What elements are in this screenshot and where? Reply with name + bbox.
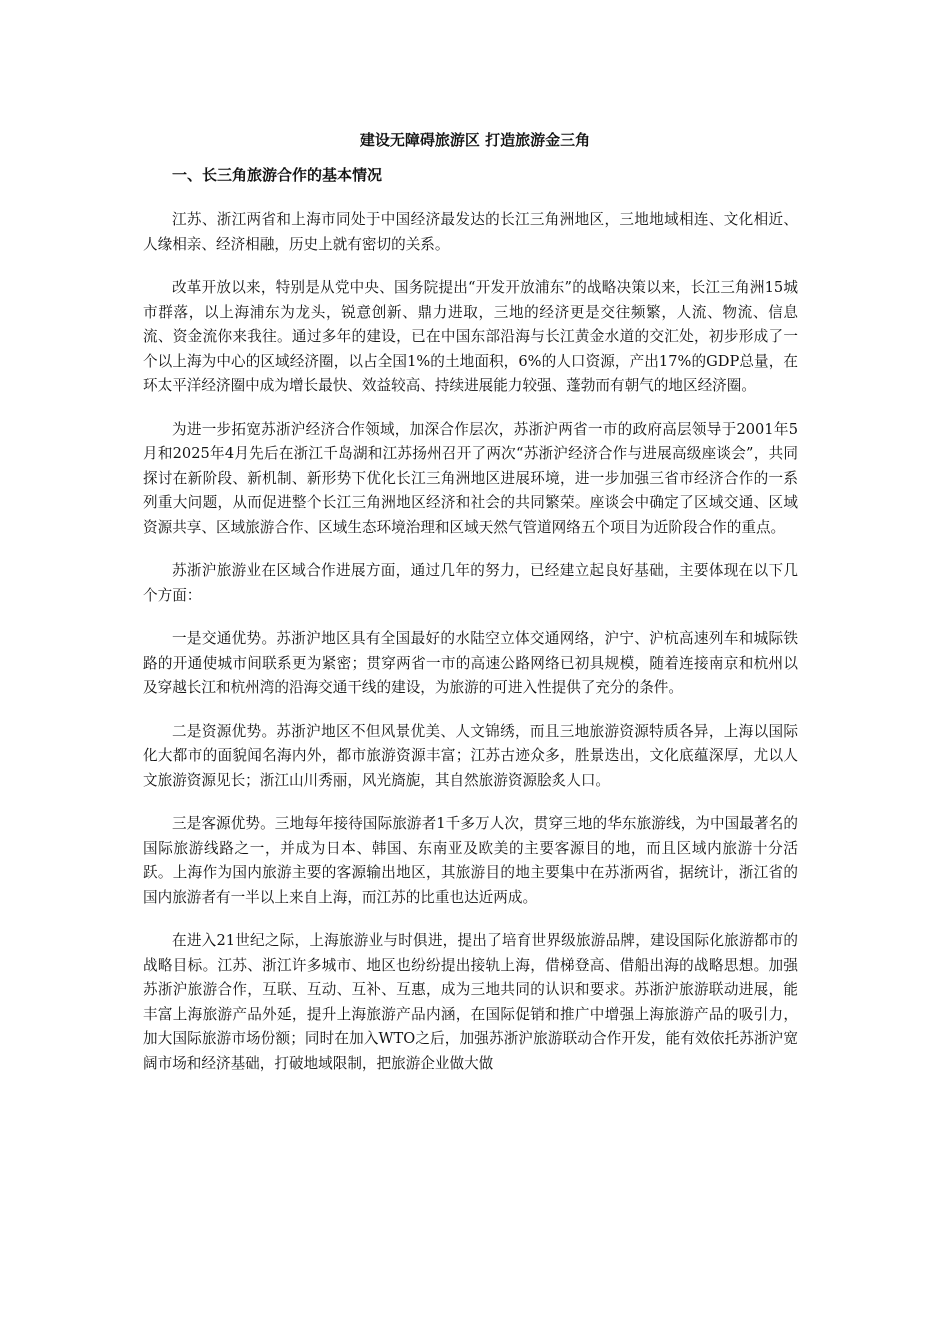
paragraph: 苏浙沪旅游业在区域合作进展方面，通过几年的努力，已经建立起良好基础，主要体现在以下几个方面： <box>143 562 798 604</box>
section-heading: 一、长三角旅游合作的基本情况 <box>172 166 383 184</box>
paragraph: 二是资源优势。苏浙沪地区不但风景优美、人文锦绣，而且三地旅游资源特质各异，上海以国际化大都市的面貌闻名海内外，都市旅游资源丰富；江苏古迹众多，胜景迭出，文化底蕴深厚，尤以人文旅游资源见长；浙江山川秀丽，风光旖旎，其自然旅游资源脍炙人口。 <box>143 722 798 789</box>
paragraph: 在进入21世纪之际，上海旅游业与时俱进，提出了培育世界级旅游品牌，建设国际化旅游都市的战略目标。江苏、浙江许多城市、地区也纷纷提出接轨上海，借梯登高、借船出海的战略思想。加强苏浙沪旅游合作，互联、互动、互补、互惠，成为三地共同的认识和要求。苏浙沪旅游联动进展，能丰富上海旅游产品外延，提升上海旅游产品内涵，在国际促销和推广中增强上海旅游产品的吸引力，加大国际旅游市场份额；同时在加入WTO之后，加强苏浙沪旅游联动合作开发，能有效依托苏浙沪宽阔市场和经济基础，打破地域限制，把旅游企业做大做 <box>143 932 798 1072</box>
paragraph: 一是交通优势。苏浙沪地区具有全国最好的水陆空立体交通网络，沪宁、沪杭高速列车和城际铁路的开通使城市间联系更为紧密；贯穿两省一市的高速公路网络已初具规模，随着连接南京和杭州以及穿越长江和杭州湾的沿海交通干线的建设，为旅游的可进入性提供了充分的条件。 <box>143 630 798 696</box>
document-title: 建设无障碍旅游区 打造旅游金三角 <box>359 131 591 149</box>
paragraph: 改革开放以来，特别是从党中央、国务院提出“开发开放浦东”的战略决策以来，长江三角洲15城市群落，以上海浦东为龙头，锐意创新、鼎力进取，三地的经济更是交往频繁，人流、物流、信息流、资金流你来我往。通过多年的建设，已在中国东部沿海与长江黄金水道的交汇处，初步形成了一个以上海为中心的区域经济圈，以占全国1%的土地面积，6%的人口资源，产出17%的GDP总量，在环太平洋经济圈中成为增长最快、效益较高、持续进展能力较强、蓬勃而有朝气的地区经济圈。 <box>143 279 798 394</box>
paragraph: 为进一步拓宽苏浙沪经济合作领域，加深合作层次，苏浙沪两省一市的政府高层领导于2001年5月和2025年4月先后在浙江千岛湖和江苏扬州召开了两次“苏浙沪经济合作与进展高级座谈会”，共同探讨在新阶段、新机制、新形势下优化长江三角洲地区进展环境，进一步加强三省市经济合作的一系列重大问题，从而促进整个长江三角洲地区经济和社会的共同繁荣。座谈会中确定了区域交通、区域资源共享、区域旅游合作、区域生态环境治理和区域天然气管道网络五个项目为近阶段合作的重点。 <box>143 420 798 536</box>
paragraph: 三是客源优势。三地每年接待国际旅游者1千多万人次，贯穿三地的华东旅游线，为中国最著名的国际旅游线路之一，并成为日本、韩国、东南亚及欧美的主要客源目的地，而且区域内旅游十分活跃。上海作为国内旅游主要的客源输出地区，其旅游目的地主要集中在苏浙两省，据统计，浙江省的国内旅游者有一半以上来自上海，而江苏的比重也达近两成。 <box>143 815 798 906</box>
document-body <box>143 208 798 1095</box>
paragraph: 江苏、浙江两省和上海市同处于中国经济最发达的长江三角洲地区，三地地域相连、文化相近、人缘相亲、经济相融，历史上就有密切的关系。 <box>143 211 798 253</box>
